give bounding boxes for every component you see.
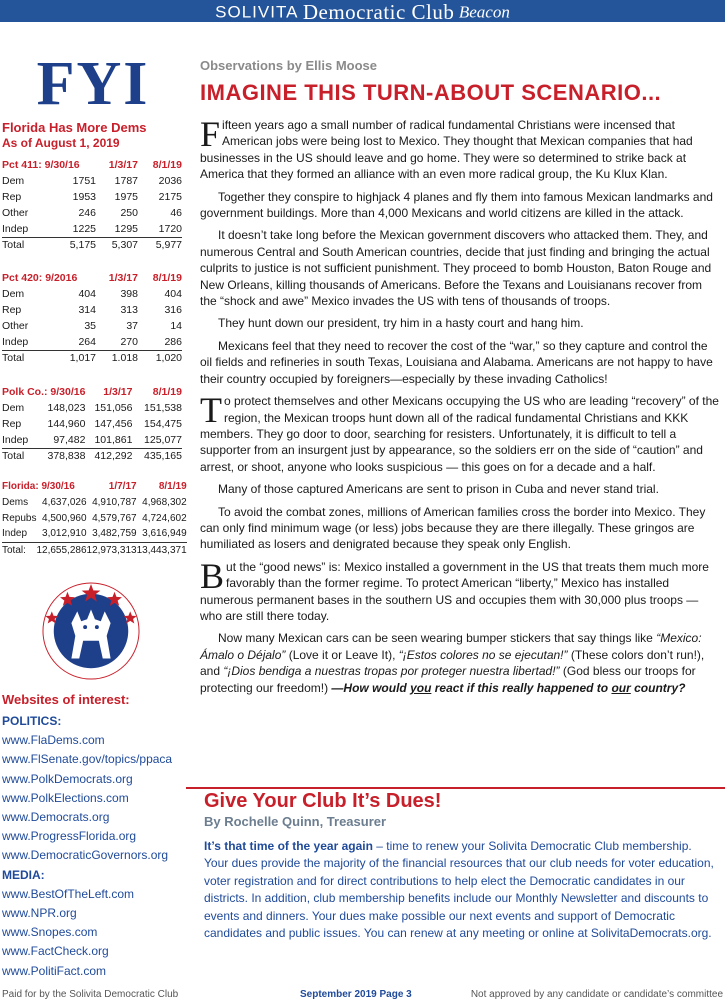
website-link[interactable]: www.Snopes.com (2, 925, 98, 940)
table-header: Florida: 9/30/16 (2, 480, 75, 492)
table-cell: Rep (2, 304, 22, 316)
table-cell: 1,020 (155, 352, 182, 365)
table-cell: 5,977 (155, 239, 182, 252)
footer-paid-for: Paid for by the Solivita Democratic Club (2, 989, 179, 1000)
table-cell: Rep (2, 418, 22, 430)
website-link[interactable]: www.FlSenate.gov/topics/ppaca (2, 752, 173, 767)
table-cell: Rep (2, 191, 22, 203)
precinct-420-table (2, 270, 182, 366)
sidebar (0, 22, 186, 985)
paragraph-text: (Love it or Leave It), (285, 647, 399, 662)
table-cell: Total (2, 239, 25, 252)
kicker-text: country? (630, 680, 686, 695)
table-header: Pct 411: 9/30/16 (2, 159, 80, 171)
table-row (2, 510, 187, 526)
table-cell: 316 (164, 304, 182, 316)
table-cell: 13,443,371 (136, 544, 187, 556)
website-link[interactable]: www.PolkElections.com (2, 790, 129, 805)
sidebar-subtitle: As of August 1, 2019 (2, 136, 120, 150)
table-cell: 1,017 (69, 352, 96, 365)
politics-label: POLITICS: (2, 714, 62, 728)
kicker-text: —How would (331, 680, 411, 695)
table-row (2, 189, 182, 205)
paragraph-text: (These colors don’t run!), and (200, 647, 705, 679)
paragraph-text: ifteen years ago a small number of radical fundamental Christians were incensed that American jobs were being lost to Mexico. They thought that Mexican companies that had businesses in the US should leave and go home. They were so determined to strike back at America that they formed an alliance with an even more radical group, the Ku Klux Klan. (200, 118, 693, 182)
table-row (2, 302, 182, 318)
table-cell: 148,023 (47, 402, 86, 414)
table-header: 1/3/17 (103, 386, 133, 398)
table-cell: 1295 (96, 221, 138, 237)
dues-lead: It’s that time of the year again (204, 839, 373, 853)
table-cell: 404 (164, 288, 182, 300)
table-header: 8/1/19 (152, 159, 182, 171)
dues-body (204, 838, 718, 942)
websites-list (2, 712, 186, 981)
table-cell: 398 (120, 288, 138, 300)
table-cell: 3,482,759 (87, 526, 137, 542)
media-label: MEDIA: (2, 867, 45, 882)
paragraph-text: Now many Mexican cars can be seen wearing bumper stickers that say things like (218, 631, 657, 646)
footer-page-number: September 2019 Page 3 (300, 989, 412, 1000)
table-cell: 250 (120, 207, 138, 219)
paragraph: Mexicans feel that they need to recover the cost of the “war,” so they capture and control the oil fields and refineries in south Texas, Louisiana and Alabama. Americans are not happy to have their country occupied by foreigners—especially by these invading Catholics! (200, 338, 713, 386)
table-cell: Other (2, 207, 29, 219)
table-cell: Total (2, 450, 25, 463)
table-header: 8/1/19 (158, 480, 187, 492)
sidebar-title: Florida Has More Dems (2, 120, 147, 135)
website-link[interactable]: www.BestOfTheLeft.com (2, 886, 135, 901)
table-cell: 12,655,286 (36, 544, 87, 556)
paragraph (200, 114, 722, 183)
table-cell: 35 (84, 320, 96, 332)
table-cell: Dem (2, 288, 25, 300)
drop-cap: T (200, 390, 222, 431)
table-cell: 2036 (158, 175, 182, 187)
masthead-club-name: Democratic Club (302, 0, 455, 22)
table-cell: 1953 (72, 191, 96, 203)
table-header: 1/3/17 (108, 272, 138, 284)
table-cell: 404 (78, 288, 96, 300)
table-cell: Repubs (2, 512, 37, 524)
table-row (2, 432, 182, 448)
table-row (2, 400, 182, 416)
table-header: Pct 420: 9/2016 (2, 272, 78, 284)
table-cell: 4,579,767 (92, 512, 137, 524)
table-row (2, 416, 182, 432)
table-cell: 5,175 (69, 239, 96, 252)
table-total-row (2, 542, 187, 558)
table-row (2, 221, 182, 237)
table-cell: 313 (120, 304, 138, 316)
table-cell: 412,292 (94, 450, 133, 463)
table-cell: Dems (2, 496, 29, 508)
websites-heading: Websites of interest: (2, 692, 130, 707)
table-cell: 1787 (114, 175, 138, 187)
polk-county-table (2, 384, 182, 464)
table-cell: Indep (2, 334, 54, 350)
footer-disclaimer: Not approved by any candidate or candidate’s committee (470, 989, 723, 1000)
fyi-heading: FYI (36, 50, 150, 118)
table-header: 1/3/17 (108, 159, 138, 171)
masthead (0, 0, 725, 22)
table-cell: 151,056 (94, 402, 133, 414)
section-divider (186, 787, 725, 789)
table-cell: 1.018 (111, 352, 138, 365)
table-header: 8/1/19 (152, 386, 182, 398)
table-cell: Indep (2, 526, 36, 542)
table-cell: 37 (126, 320, 138, 332)
dues-headline: Give Your Club It’s Dues! (204, 790, 442, 812)
website-link[interactable]: www.ProgressFlorida.org (2, 829, 137, 844)
table-cell: 264 (54, 334, 96, 350)
table-cell: Total: (2, 544, 26, 556)
table-cell: 435,165 (144, 450, 182, 463)
table-cell: 3,616,949 (137, 526, 187, 542)
table-header: 1/7/17 (108, 480, 137, 492)
paragraph: It doesn’t take long before the Mexican government discovers who attacked them. They, and numerous Central and South American countries, decide that just finding and bringing the actual culprits to justice is not sufficient punishment. They proceed to bomb Houston, Baton Rouge and New Orleans, killing thousands of Americans. Before the Texans and Louisianans recover from the “shock and awe” Mexico invades the US with tens of thousands of troops. (200, 228, 712, 309)
masthead-beacon: Beacon (458, 2, 510, 22)
table-cell: 286 (138, 334, 182, 350)
table-cell: 147,456 (94, 418, 133, 430)
paragraph-text: ut the “good news” is: Mexico installed a government in the US that treats them much more favorably than the former regime. To protect American “liberty,” Mexico has installed numerous permanent bases in the southern US and occupies them with 30,000 plus troops — who are still there today. (200, 559, 709, 623)
table-cell: 270 (96, 334, 138, 350)
table-cell: 314 (78, 304, 96, 316)
table-cell: 151,538 (144, 402, 182, 414)
article-body (200, 114, 722, 702)
paragraph (200, 390, 722, 475)
website-link[interactable]: www.FactCheck.org (2, 944, 109, 959)
quote-text: “¡Estos colores no se ejecutan!” (398, 647, 568, 662)
democratic-donkey-logo-icon (42, 582, 140, 680)
table-cell: 5,307 (111, 239, 138, 252)
table-total-row (2, 237, 182, 253)
paragraph: Many of those captured Americans are sent to prison in Cuba and never stand trial. (218, 482, 659, 497)
table-cell: 378,838 (47, 450, 86, 463)
table-row (2, 334, 182, 350)
kicker-emphasis: you (410, 680, 432, 695)
table-cell: Indep (2, 432, 32, 448)
table-total-row (2, 350, 182, 366)
kicker-emphasis: our (611, 680, 631, 695)
kicker-text: react if this really happened to (431, 680, 612, 695)
website-link[interactable]: www.NPR.org (2, 906, 77, 921)
table-cell: 4,968,302 (142, 496, 187, 508)
paragraph-text: (God bless our troops for protecting our freedom!) (200, 664, 696, 695)
table-cell: 4,500,960 (42, 512, 87, 524)
table-cell: 14 (170, 320, 182, 332)
article-headline: IMAGINE THIS TURN-ABOUT SCENARIO... (200, 80, 662, 105)
table-cell: 154,475 (144, 418, 182, 430)
table-row (2, 286, 182, 302)
quote-text: “Mexico: Ámalo o Déjalo” (200, 631, 702, 662)
table-row (2, 205, 182, 221)
table-row (2, 494, 187, 510)
paragraph-text: o protect themselves and other Mexicans occupying the US who are leading “recovery” of the region, the Mexican troops hunt down all of the radical fundamental Christians and KKK members. They go door to door, searching for resisters. Unfortunately, it is difficult to tell a supporter from an insurgent just by appearance, so the soldiers err on the side of “caution” and arrest, or shoot, anyone who looks suspicious — this goes on for a decade and a half. (200, 394, 719, 474)
table-cell: 3,012,910 (36, 526, 86, 542)
table-cell: Dem (2, 175, 25, 187)
table-cell: Indep (2, 221, 54, 237)
table-cell: 97,482 (32, 432, 85, 448)
table-cell: 2175 (158, 191, 182, 203)
precinct-411-table (2, 157, 182, 253)
table-row (2, 526, 187, 542)
florida-table (2, 478, 187, 558)
table-cell: 125,077 (132, 432, 182, 448)
website-link[interactable]: www.PolitiFact.com (2, 963, 107, 978)
table-cell: 1751 (72, 175, 96, 187)
table-cell: 46 (170, 207, 182, 219)
table-row (2, 318, 182, 334)
website-link[interactable]: www.Democrats.org (2, 810, 110, 825)
website-link[interactable]: www.DemocraticGovernors.org (2, 848, 169, 863)
table-cell: 1720 (138, 221, 182, 237)
table-header: 8/1/19 (152, 272, 182, 284)
kicker-question (331, 681, 685, 695)
table-cell: 4,637,026 (42, 496, 87, 508)
table-cell: Total (2, 352, 25, 365)
table-cell: Other (2, 320, 29, 332)
table-header: Polk Co.: 9/30/16 (2, 386, 86, 398)
paragraph (200, 630, 722, 696)
table-cell: 101,861 (85, 432, 132, 448)
table-total-row (2, 448, 182, 464)
dues-text: – time to renew your Solivita Democratic Club membership. Your dues provide the majority of the financial resources that our club needs for voter education, voter registration and for direct contributions to help elect the Democratic candidates in our districts. In addition, club membership benefits include our Monthly Newsletter and discounts to events and dinners. Your dues make possible our next events and support of Democratic candidates and public issues. You can renew at any meeting or online at SolivitaDemocrats.org. (204, 839, 714, 941)
website-link[interactable]: www.PolkDemocrats.org (2, 771, 133, 786)
table-cell: 4,910,787 (92, 496, 137, 508)
table-cell: 1225 (54, 221, 96, 237)
website-link[interactable]: www.FlaDems.com (2, 733, 105, 748)
table-cell: 4,724,602 (142, 512, 187, 524)
table-row (2, 173, 182, 189)
paragraph (200, 555, 722, 625)
paragraph: They hunt down our president, try him in a hasty court and hang him. (218, 316, 584, 331)
drop-cap: B (200, 555, 225, 596)
article-byline: Observations by Ellis Moose (200, 58, 377, 73)
paragraph: Together they conspire to highjack 4 planes and fly them into famous Mexican landmarks and government buildings. More than 4,000 Mexicans and world citizens are killed in the attack. (200, 189, 713, 221)
masthead-solivita: SOLIVITA (215, 2, 299, 22)
page-footer (0, 986, 725, 1003)
table-cell: 144,960 (47, 418, 86, 430)
table-cell: Dem (2, 402, 25, 414)
table-cell: 1975 (114, 191, 138, 203)
quote-text: “¡Dios bendiga a nuestras tropas por proteger nuestra libertad!” (223, 664, 560, 679)
table-cell: 12,973,313 (86, 544, 137, 556)
paragraph: To avoid the combat zones, millions of American families cross the border into Mexico. They can only find minimum wage (or less) jobs because they are there illegally. These gringos are humiliated as losers and denigrated because they speak only English. (200, 504, 706, 552)
dues-byline: By Rochelle Quinn, Treasurer (204, 814, 387, 829)
table-cell: 246 (78, 207, 96, 219)
drop-cap: F (200, 114, 221, 154)
